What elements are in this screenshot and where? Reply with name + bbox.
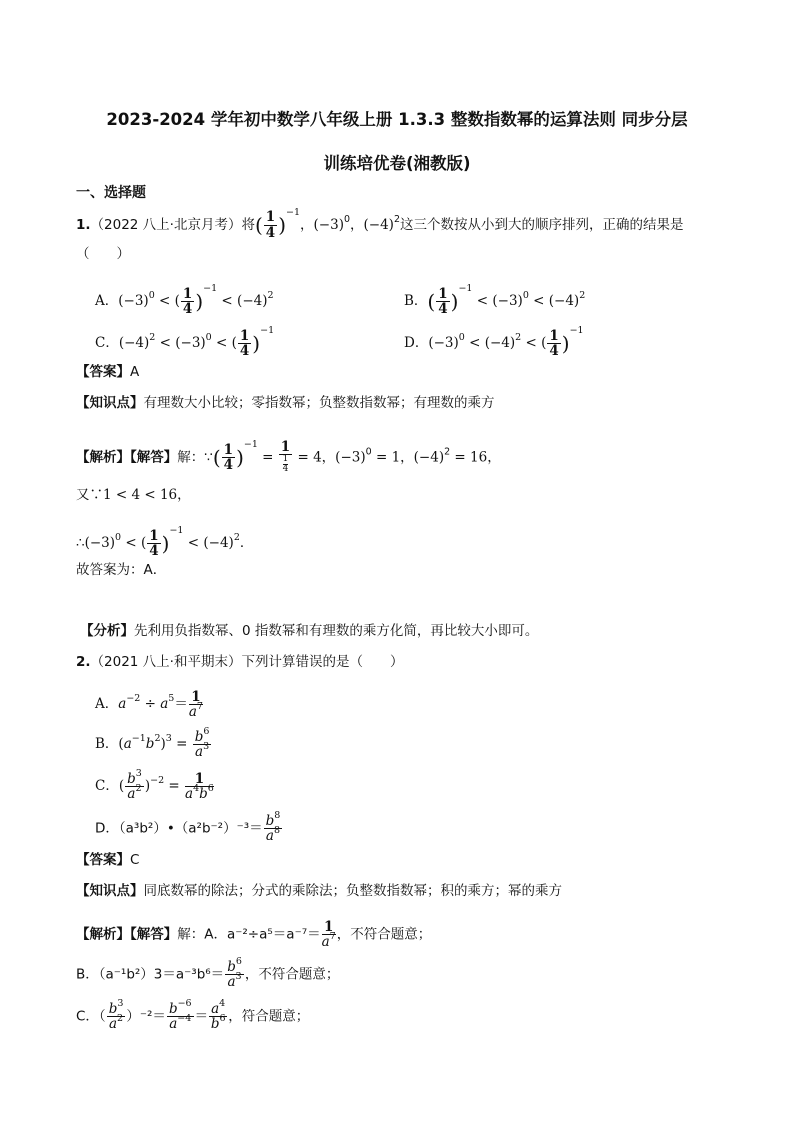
q1-paren: （ ） xyxy=(76,246,130,262)
q2-option-a: A．$a^{-2} \div a^5=$ $\frac{1}{a^7}$ xyxy=(95,689,203,721)
q2-solution-a: 【解析】【解答】解：A．a⁻²÷a⁵＝a⁻⁷＝ $\frac{1}{a^7}$ ，不符合题意； xyxy=(76,919,432,951)
q2-solution-c: C．（ $\frac{b^3}{a^2}$ ）⁻²＝ $\frac{b^{-6}}{a^{-4}}$ ＝ $\frac{a^4}{b^6}$ ，符合题意； xyxy=(76,998,310,1033)
q2-option-b: B．$(a^{-1}b^2)^3$ = $\frac{b^6}{a^3}$ xyxy=(95,726,210,761)
q1-analysis: 【分析】先利用负指数幂、0 指数幂和有理数的乘方化简，再比较大小即可。 xyxy=(80,623,539,639)
q1-answer: 【答案】A xyxy=(76,364,140,380)
q2-option-c: C．( $\frac{b^3}{a^2}$ )$^{-2}$ = $\frac{1}{a^4b^6}$ xyxy=(95,768,214,803)
q1-therefore: $\therefore(-3)^0$ < ( $\frac{1}{4}$ )$-1 < (-4)^2$． xyxy=(76,525,254,559)
section-heading: 一、选择题 xyxy=(76,185,146,201)
q1-option-a: A．$(-3)^0$ < ( $\frac{1}{4}$ )$-1 < (-4)^2$ xyxy=(95,283,274,317)
document-title-line1: 2023-2024 学年初中数学八年级上册 1.3.3 整数指数幂的运算法则 同步分层 xyxy=(106,110,688,129)
q1-stem: 1.（2022 八上·北京月考）将( $\frac{1}{4}$ )−1，$(-3)^0$，$(-4)^2$这三个数按从小到大的顺序排列，正确的结果是 xyxy=(76,207,684,241)
q2-solution-b: B．（a⁻¹b²）3＝a⁻³b⁶＝ $\frac{b^6}{a^3}$ ，不符合题意； xyxy=(76,956,340,991)
q1-conclusion: 故答案为：A． xyxy=(76,562,167,578)
q1-option-b: B．( $\frac{1}{4}$ )$-1 < (-3)^0 < (-4)^2$ xyxy=(404,283,586,317)
q2-option-d: D．（a³b²）•（a²b⁻²）⁻³＝ $\frac{b^8}{a^8}$ xyxy=(95,810,281,845)
q1-option-c: C．$(-4)^2 < (-3)^0$ < ( $\frac{1}{4}$ )−1 xyxy=(95,325,275,359)
q2-knowledge-points: 【知识点】同底数幂的除法；分式的乘除法；负整数指数幂；积的乘方；幂的乘方 xyxy=(76,883,562,899)
q1-since: 又∵1 < 4 < 16， xyxy=(76,487,191,503)
q1-option-d: D．$(-3)^0 < (-4)^2$ < ( $\frac{1}{4}$ )−1 xyxy=(404,325,584,359)
q2-answer: 【答案】C xyxy=(76,852,140,868)
q1-knowledge-points: 【知识点】有理数大小比较；零指数幂；负整数指数幂；有理数的乘方 xyxy=(76,395,495,411)
q2-stem: 2.（2021 八上·和平期末）下列计算错误的是（ ） xyxy=(76,654,404,670)
q1-solution: 【解析】【解答】解：∵( $\frac{1}{4}$ )−1 = 1 1 4 = 4，$(-3)^0 = 1$，$(-4)^2 = 16$， xyxy=(76,439,501,475)
document-title-line2: 训练培优卷(湘教版) xyxy=(323,154,471,173)
